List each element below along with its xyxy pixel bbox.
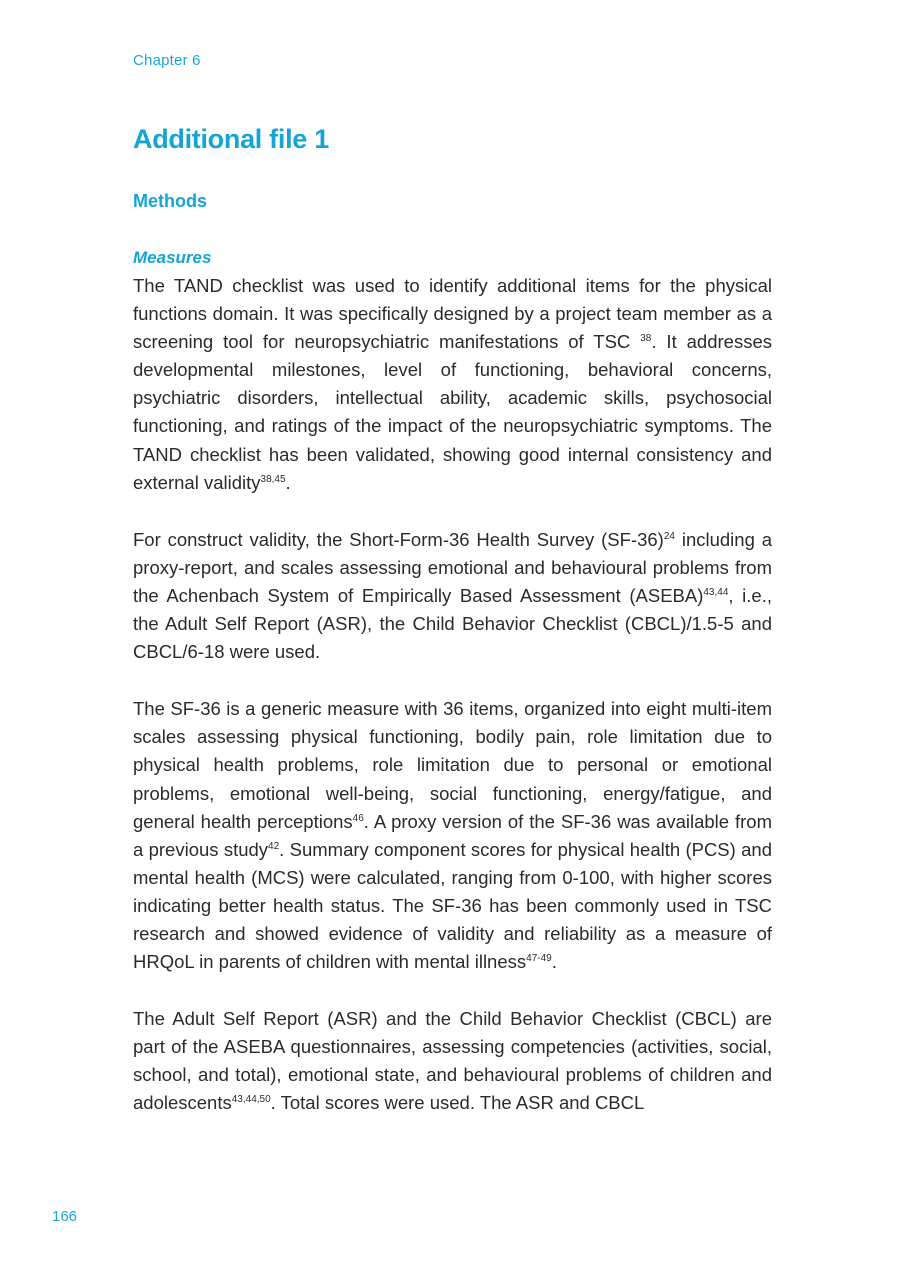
text-run: The TAND checklist was used to identify additional items for the physical functions domain. It was specifically designed by a project team member as a screening tool for neuropsychiatric manifestations of TSC bbox=[133, 275, 772, 353]
text-run: , i.e., the Adult Self Report (ASR), the Child Behavior Checklist (CBCL)/1.5-5 and CBCL/6-18 were used. bbox=[133, 584, 772, 663]
citation-ref: 24 bbox=[663, 530, 675, 542]
section-heading-methods: Methods bbox=[133, 191, 207, 211]
text-run: For construct validity, the Short-Form-36 Health Survey (SF-36) bbox=[133, 528, 664, 550]
text-run: The Adult Self Report (ASR) and the Child Behavior Checklist (CBCL) are part of the ASEBA questionnaires, assessing competencies (activities, social, school, and total), emotional state, and behavioural problems of children and adolescents bbox=[133, 1008, 772, 1114]
paragraph-asr-cbcl bbox=[133, 1005, 772, 1117]
chapter-label: Chapter 6 bbox=[133, 52, 201, 69]
paragraph-sf36 bbox=[133, 695, 772, 976]
citation-ref: 38 bbox=[640, 333, 652, 345]
citation-ref: 43,44 bbox=[703, 586, 729, 598]
paragraph-construct-validity bbox=[133, 526, 772, 666]
page-number: 166 bbox=[52, 1208, 78, 1225]
text-run: . bbox=[551, 951, 557, 973]
text-run: including a proxy-report, and scales assessing emotional and behavioural problems from the Achenbach System of Empirically Based Assessment (ASEBA) bbox=[133, 528, 773, 606]
text-run: . Summary component scores for physical health (PCS) and mental health (MCS) were calculated, ranging from 0-100, with higher scores indicating better health status. The SF-36 has been commonly used in TSC research and showed evidence of validity and reliability as a measure of HRQoL in parents of children with mental illness bbox=[133, 838, 772, 973]
body-text bbox=[133, 246, 772, 1147]
text-run: . A proxy version of the SF-36 was available from a previous study bbox=[133, 810, 772, 860]
citation-ref: 42 bbox=[268, 840, 280, 852]
paragraph-tand-checklist bbox=[133, 272, 772, 497]
subsection-heading-measures: Measures bbox=[133, 248, 212, 267]
text-run: . bbox=[285, 471, 291, 493]
citation-ref: 38,45 bbox=[260, 473, 286, 485]
text-run: . It addresses developmental milestones, level of functioning, behavioral concerns, psychiatric disorders, intellectual ability, academic skills, psychosocial functioning, and ratings of the impact of the neuropsychiatric symptoms. The TAND checklist has been validated, showing good internal consistency and external validity bbox=[133, 331, 772, 493]
citation-ref: 43,44,50 bbox=[231, 1094, 271, 1106]
citation-ref: 47-49 bbox=[526, 953, 552, 965]
page-title: Additional file 1 bbox=[133, 124, 329, 154]
text-run: The SF-36 is a generic measure with 36 items, organized into eight multi-item scales assessing physical functioning, bodily pain, role limitation due to physical health problems, role limitation due to personal or emotional problems, emotional well-being, social functioning, energy/fatigue, and general health perceptions bbox=[133, 698, 772, 832]
citation-ref: 46 bbox=[352, 812, 364, 824]
text-run: . Total scores were used. The ASR and CBCL bbox=[270, 1092, 645, 1114]
